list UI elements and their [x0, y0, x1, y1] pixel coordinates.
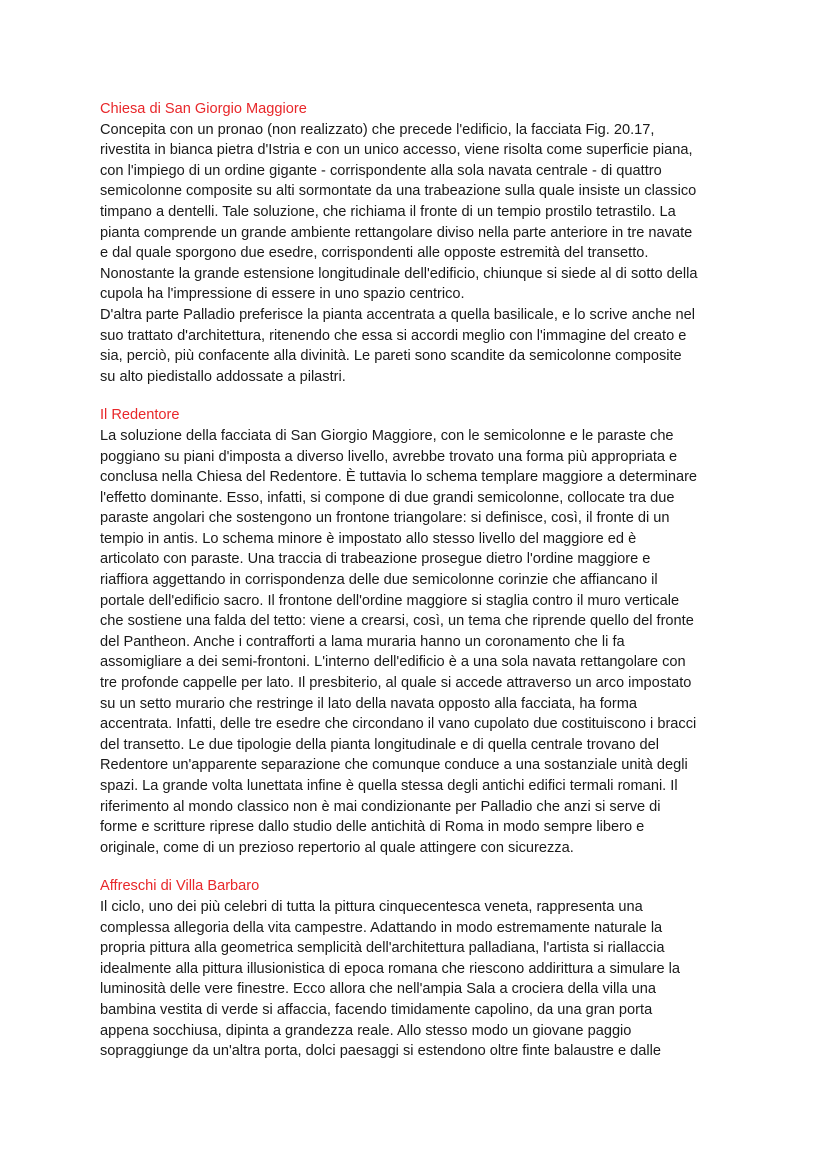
- section-body: [100, 426, 730, 858]
- text-line: su alto piedistallo addossate a pilastri.: [100, 368, 346, 385]
- text-line: Redentore un'apparente separazione che comunque conduce a una sostanziale unità degli: [100, 757, 688, 774]
- text-line: assomigliare a dei semi-frontoni. L'interno dell'edificio è a una sola navata rettangolare con: [100, 654, 686, 671]
- text-line: bambina vestita di verde si affaccia, facendo timidamente capolino, da una gran porta: [100, 1001, 653, 1018]
- section-2: [100, 405, 730, 858]
- text-line: pianta comprende un grande ambiente rettangolare diviso nella parte anteriore in tre navate: [100, 224, 693, 241]
- text-line: luminosità delle vere finestre. Ecco allora che nell'ampia Sala a crociera della villa una: [100, 981, 657, 998]
- section-3: [100, 876, 730, 1061]
- text-line: rivestita in bianca pietra d'Istria e con un unico accesso, viene risolta come superficie piana,: [100, 142, 693, 159]
- text-line: sopraggiunge da un'altra porta, dolci paesaggi si estendono oltre finte balaustre e dalle: [100, 1043, 661, 1060]
- text-line: poggiano su piani d'imposta a diverso livello, avrebbe trovato una forma più appropriata e: [100, 448, 678, 465]
- text-line: D'altra parte Palladio preferisce la pianta accentrata a quella basilicale, e lo scrive anche nel: [100, 306, 695, 323]
- text-line: del Pantheon. Anche i contrafforti a lama muraria hanno un coronamento che li fa: [100, 633, 625, 650]
- text-line: riferimento al mondo classico non è mai condizionante per Palladio che anzi si serve di: [100, 798, 661, 815]
- text-line: timpano a dentelli. Tale soluzione, che richiama il fronte di un tempio prostilo tetrastilo. La: [100, 203, 676, 220]
- text-line: complessa allegoria della vita campestre. Adattando in modo estremamente naturale la: [100, 919, 663, 936]
- text-line: su un setto murario che restringe il lato della navata opposto alla facciata, ha forma: [100, 695, 638, 712]
- text-line: conclusa nella Chiesa del Redentore. È tuttavia lo schema templare maggiore a determinare: [100, 469, 698, 486]
- section-body: [100, 897, 730, 1062]
- text-line: riaffiora aggettando in corrispondenza delle due semicolonne corinzie che affiancano il: [100, 572, 658, 589]
- text-line: tre profonde cappelle per lato. Il presbiterio, al quale si accede attraverso un arco impostato: [100, 675, 692, 692]
- text-line: paraste angolari che sostengono un frontone triangolare: si definisce, così, il fronte di un: [100, 510, 670, 527]
- text-line: accentrata. Infatti, delle tre esedre che circondano il vano cupolato due costituiscono i bracci: [100, 716, 697, 733]
- section-heading: Chiesa di San Giorgio Maggiore: [100, 101, 307, 117]
- text-line: cupola ha l'impressione di essere in uno spazio centrico.: [100, 286, 465, 303]
- section-heading: Il Redentore: [100, 407, 180, 424]
- text-line: propria pittura alla geometrica semplicità dell'architettura palladiana, l'artista si riallaccia: [100, 940, 665, 957]
- text-line: spazi. La grande volta lunettata infine è quella stessa degli antichi edifici termali romani. Il: [100, 778, 678, 794]
- text-line: semicolonne composite su alti sormontate da una trabeazione sulla quale insiste un classico: [100, 183, 697, 200]
- text-line: del transetto. Le due tipologie della pianta longitudinale e di quella centrale trovano del: [100, 736, 660, 753]
- text-line: con l'impiego di un ordine gigante - corrispondente alla sola navata centrale - di quattro: [100, 162, 662, 179]
- text-line: portale dell'edificio sacro. Il frontone dell'ordine maggiore si staglia contro il muro verticale: [100, 592, 680, 609]
- text-line: idealmente alla pittura illusionistica di epoca romana che riescono addirittura a simulare la: [100, 960, 681, 977]
- document-page: [100, 99, 730, 1080]
- text-line: e dal quale sporgono due esedre, corrispondenti alle opposte estremità del transetto.: [100, 245, 649, 262]
- text-line: Concepita con un pronao (non realizzato) che precede l'edificio, la facciata Fig. 20.17,: [100, 121, 655, 138]
- text-line: Il ciclo, uno dei più celebri di tutta la pittura cinquecentesca veneta, rappresenta una: [100, 898, 643, 915]
- text-line: sia, perciò, più confacente alla divinità. Le pareti sono scandite da semicolonne composite: [100, 348, 682, 365]
- text-line: suo trattato d'architettura, ritenendo che essa si accordi meglio con l'immagine del creato e: [100, 327, 687, 344]
- text-line: articolato con paraste. Una traccia di trabeazione prosegue dietro l'ordine maggiore e: [100, 551, 651, 568]
- text-line: appena socchiusa, dipinta a grandezza reale. Allo stesso modo un giovane paggio: [100, 1022, 632, 1039]
- text-line: forme e scritture riprese dallo studio delle antichità di Roma in modo sempre libero e: [100, 819, 645, 836]
- text-line: tempio in antis. Lo schema minore è impostato allo stesso livello del maggiore ed è: [100, 530, 637, 547]
- section-1: [100, 99, 730, 387]
- section-body: [100, 120, 730, 388]
- text-line: l'effetto dominante. Esso, infatti, si compone di due grandi semicolonne, collocate tra due: [100, 489, 675, 506]
- text-line: originale, come di un prezioso repertorio al quale attingere con sicurezza.: [100, 839, 574, 856]
- text-line: Nonostante la grande estensione longitudinale dell'edificio, chiunque si siede al di sotto della: [100, 265, 698, 282]
- section-heading: Affreschi di Villa Barbaro: [100, 878, 260, 895]
- text-line: che sostiene una falda del tetto: viene a crearsi, così, un tema che riprende quello del fronte: [100, 613, 694, 630]
- text-line: La soluzione della facciata di San Giorgio Maggiore, con le semicolonne e le paraste che: [100, 427, 674, 444]
